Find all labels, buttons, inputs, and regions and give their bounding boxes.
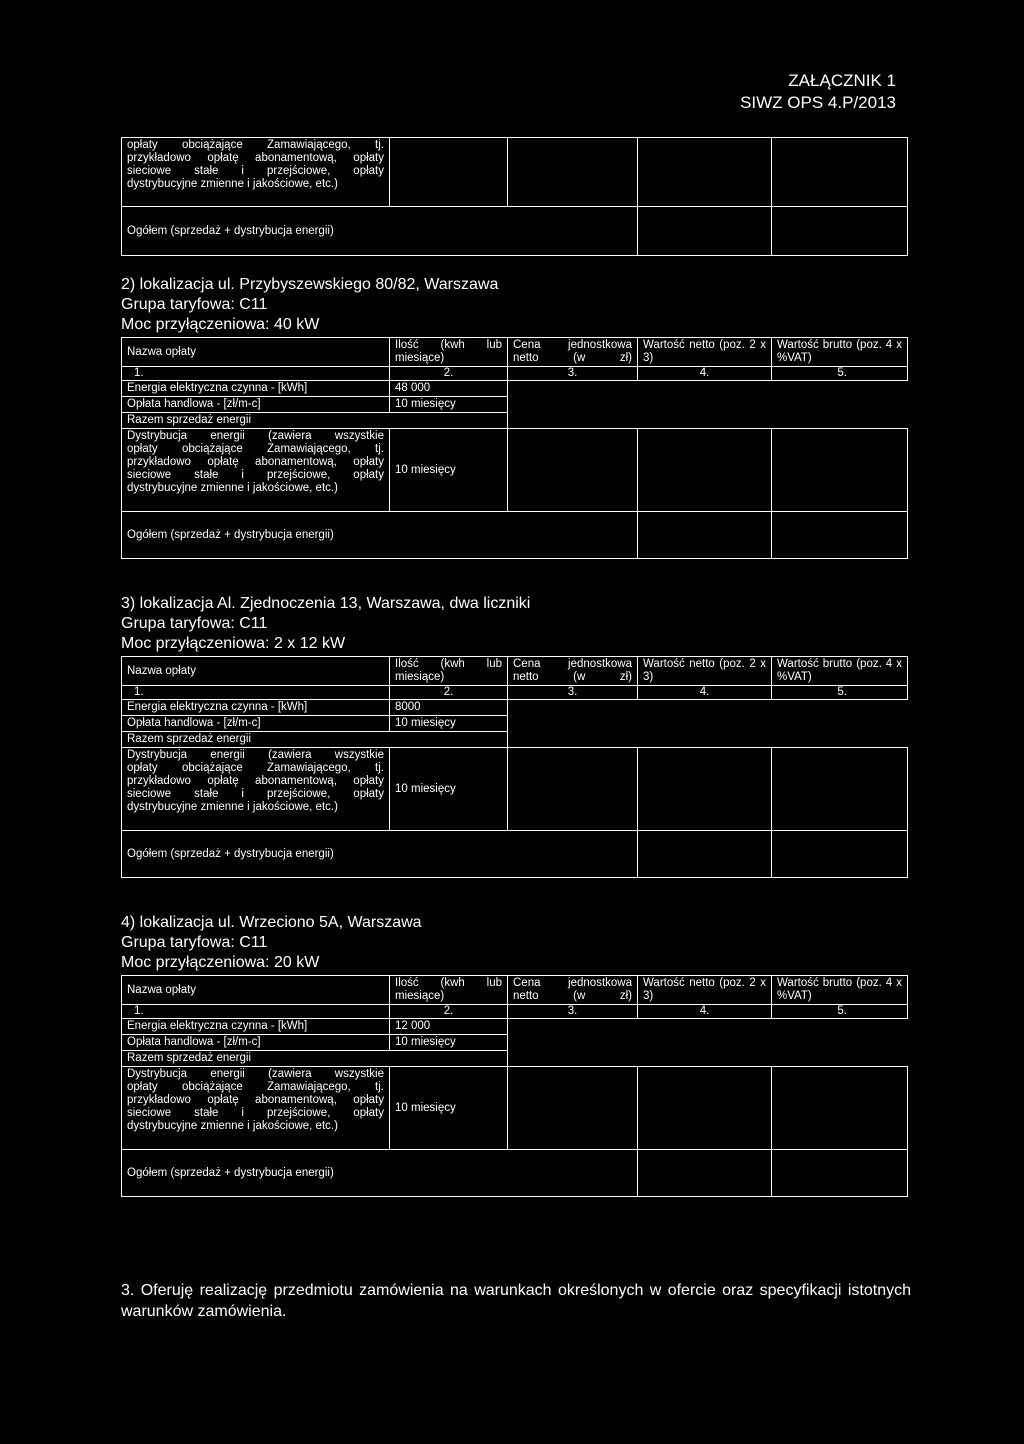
document-header (740, 70, 896, 114)
header-name: Nazwa opłaty (122, 657, 390, 686)
gross-total-cell (772, 831, 908, 878)
header-price: Cena jednostkowa netto (w zł) (508, 657, 638, 686)
energy-label: Energia elektryczna czynna - [kWh] (122, 1019, 390, 1035)
header-net: Wartość netto (poz. 2 x 3) (638, 657, 772, 686)
gross-total-cell (772, 207, 908, 256)
net-cell (638, 1067, 772, 1150)
tariff-line: Grupa taryfowa: C11 (121, 934, 268, 951)
distribution-label: Dystrybucja energii (zawiera wszystkie opłaty obciążające Zamawiającego, tj. przykładowo opłatę abonamentową, opłaty sieciowe stałe i przejściowe, opłaty dystrybucyjne zmienne i jakościowe, etc.) (122, 1067, 390, 1150)
grand-total-label: Ogółem (sprzedaż + dystrybucja energii) (122, 207, 638, 256)
distribution-label: opłaty obciążające Zamawiającego, tj. przykładowo opłatę abonamentową, opłaty sieciowe stałe i przejściowe, opłaty dystrybucyjne zmienne i jakościowe, etc.) (122, 138, 390, 207)
section-location-3 (121, 594, 907, 878)
col-number: 3. (508, 1005, 638, 1019)
energy-qty: 48 000 (390, 381, 508, 397)
grand-total-label: Ogółem (sprzedaż + dystrybucja energii) (122, 831, 638, 878)
distribution-qty: 10 miesięcy (390, 1067, 508, 1150)
gross-total-cell (772, 512, 908, 559)
col-number: 5. (772, 686, 908, 700)
sales-total-label: Razem sprzedaż energii (122, 732, 508, 748)
power-line: Moc przyłączeniowa: 20 kW (121, 954, 320, 971)
cost-table (121, 337, 908, 559)
col-number: 3. (508, 367, 638, 381)
section-location-4 (121, 913, 907, 1197)
statement-line-1: 3. Oferuję realizację przedmiotu zamówienia na warunkach określonych w ofercie oraz specyfikacji istotnych (121, 1282, 911, 1299)
net-total-cell (638, 831, 772, 878)
distribution-label: Dystrybucja energii (zawiera wszystkie opłaty obciążające Zamawiającego, tj. przykładowo opłatę abonamentową, opłaty sieciowe stałe i przejściowe, opłaty dystrybucyjne zmienne i jakościowe, etc.) (122, 429, 390, 512)
header-gross: Wartość brutto (poz. 4 x %VAT) (772, 657, 908, 686)
header-net: Wartość netto (poz. 2 x 3) (638, 338, 772, 367)
col-number: 1. (122, 367, 390, 381)
header-price: Cena jednostkowa netto (w zł) (508, 976, 638, 1005)
header-price: Cena jednostkowa netto (w zł) (508, 338, 638, 367)
attachment-label: ZAŁĄCZNIK 1 (788, 71, 896, 90)
header-qty: Ilość (kwh lub miesiące) (390, 976, 508, 1005)
empty-area (508, 381, 908, 429)
net-total-cell (638, 512, 772, 559)
col-number: 2. (390, 686, 508, 700)
trade-fee-qty: 10 miesięcy (390, 397, 508, 413)
header-qty: Ilość (kwh lub miesiące) (390, 338, 508, 367)
location-line: 2) lokalizacja ul. Przybyszewskiego 80/82, Warszawa (121, 276, 499, 293)
trade-fee-label: Opłata handlowa - [zł/m-c] (122, 397, 390, 413)
location-line: 4) lokalizacja ul. Wrzeciono 5A, Warszawa (121, 914, 422, 931)
energy-label: Energia elektryczna czynna - [kWh] (122, 381, 390, 397)
offer-statement (121, 1280, 911, 1322)
header-name: Nazwa opłaty (122, 976, 390, 1005)
header-gross: Wartość brutto (poz. 4 x %VAT) (772, 976, 908, 1005)
trade-fee-qty: 10 miesięcy (390, 1035, 508, 1051)
col-number: 1. (122, 1005, 390, 1019)
qty-cell (390, 138, 508, 207)
header-gross: Wartość brutto (poz. 4 x %VAT) (772, 338, 908, 367)
col-number: 2. (390, 367, 508, 381)
cost-table (121, 975, 908, 1197)
energy-qty: 12 000 (390, 1019, 508, 1035)
location-line: 3) lokalizacja Al. Zjednoczenia 13, Warszawa, dwa liczniki (121, 595, 531, 612)
net-total-cell (638, 207, 772, 256)
gross-cell (772, 1067, 908, 1150)
sales-total-label: Razem sprzedaż energii (122, 413, 508, 429)
tariff-line: Grupa taryfowa: C11 (121, 296, 268, 313)
col-number: 4. (638, 1005, 772, 1019)
gross-total-cell (772, 1150, 908, 1197)
trade-fee-label: Opłata handlowa - [zł/m-c] (122, 716, 390, 732)
trade-fee-qty: 10 miesięcy (390, 716, 508, 732)
gross-cell (772, 429, 908, 512)
empty-area (508, 700, 908, 748)
net-cell (638, 138, 772, 207)
distribution-label: Dystrybucja energii (zawiera wszystkie opłaty obciążające Zamawiającego, tj. przykładowo opłatę abonamentową, opłaty sieciowe stałe i przejściowe, opłaty dystrybucyjne zmienne i jakościowe, etc.) (122, 748, 390, 831)
tariff-line: Grupa taryfowa: C11 (121, 615, 268, 632)
header-name: Nazwa opłaty (122, 338, 390, 367)
sales-total-label: Razem sprzedaż energii (122, 1051, 508, 1067)
col-number: 5. (772, 367, 908, 381)
price-cell (508, 138, 638, 207)
empty-area (508, 1019, 908, 1067)
distribution-qty: 10 miesięcy (390, 748, 508, 831)
statement-line-2: warunków zamówienia. (121, 1303, 287, 1320)
grand-total-label: Ogółem (sprzedaż + dystrybucja energii) (122, 512, 638, 559)
energy-label: Energia elektryczna czynna - [kWh] (122, 700, 390, 716)
col-number: 5. (772, 1005, 908, 1019)
reference-number: SIWZ OPS 4.P/2013 (740, 93, 896, 112)
col-number: 4. (638, 686, 772, 700)
energy-qty: 8000 (390, 700, 508, 716)
gross-cell (772, 138, 908, 207)
top-fragment-table (121, 137, 907, 256)
net-total-cell (638, 1150, 772, 1197)
distribution-qty: 10 miesięcy (390, 429, 508, 512)
trade-fee-label: Opłata handlowa - [zł/m-c] (122, 1035, 390, 1051)
section-location-2 (121, 275, 907, 559)
header-qty: Ilość (kwh lub miesiące) (390, 657, 508, 686)
header-net: Wartość netto (poz. 2 x 3) (638, 976, 772, 1005)
grand-total-label: Ogółem (sprzedaż + dystrybucja energii) (122, 1150, 638, 1197)
price-cell (508, 429, 638, 512)
col-number: 1. (122, 686, 390, 700)
power-line: Moc przyłączeniowa: 40 kW (121, 316, 320, 333)
col-number: 2. (390, 1005, 508, 1019)
col-number: 4. (638, 367, 772, 381)
net-cell (638, 429, 772, 512)
price-cell (508, 1067, 638, 1150)
price-cell (508, 748, 638, 831)
net-cell (638, 748, 772, 831)
col-number: 3. (508, 686, 638, 700)
gross-cell (772, 748, 908, 831)
cost-table (121, 656, 908, 878)
power-line: Moc przyłączeniowa: 2 x 12 kW (121, 635, 346, 652)
